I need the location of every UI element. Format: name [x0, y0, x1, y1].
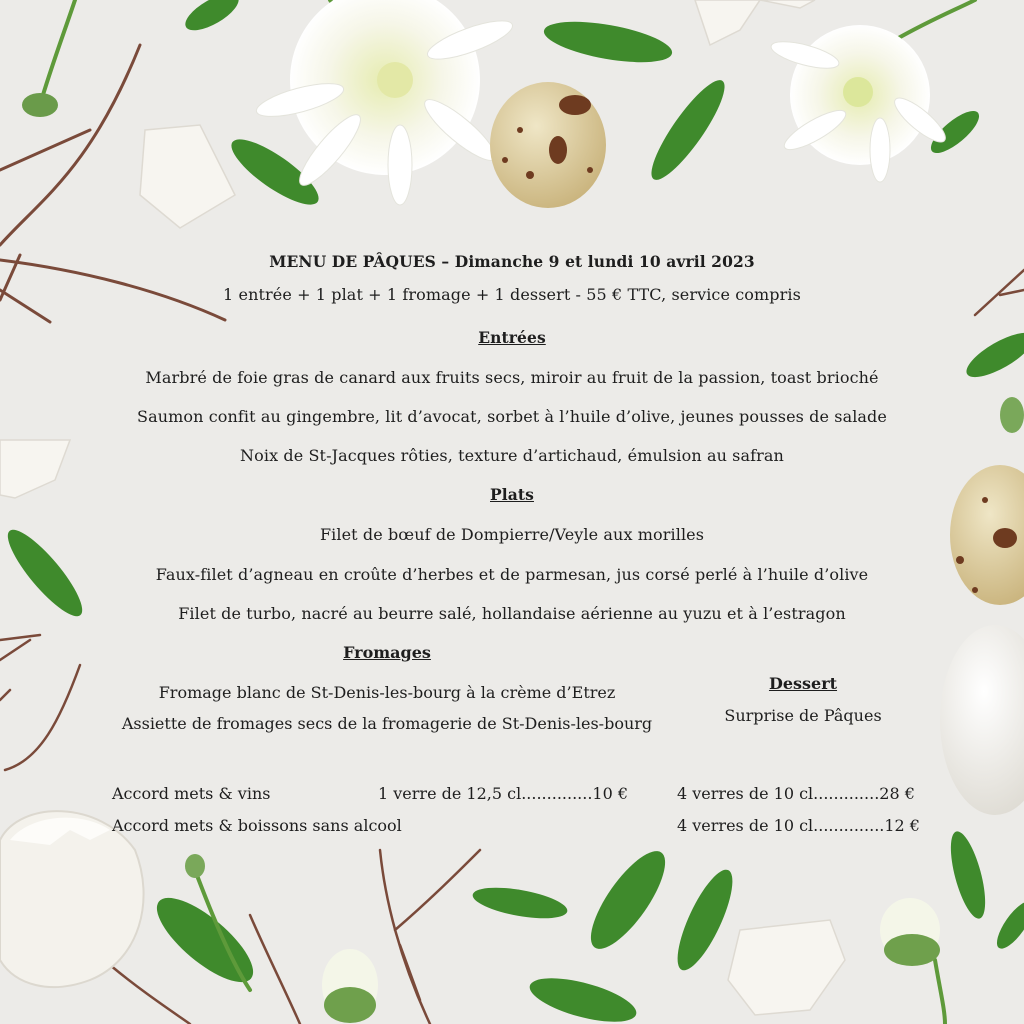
menu-item-fromage: Assiette de fromages secs de la fromagerie de St-Denis-les-bourg: [121, 714, 653, 733]
menu-title: MENU DE PÂQUES – Dimanche 9 et lundi 10 avril 2023: [269, 252, 755, 271]
section-heading-entrees: Entrées: [478, 328, 546, 347]
menu-item-entree: Noix de St-Jacques rôties, texture d’artichaud, émulsion au safran: [240, 446, 784, 465]
section-heading-plats: Plats: [490, 485, 534, 504]
menu-item-plat: Faux-filet d’agneau en croûte d’herbes et de parmesan, jus corsé perlé à l’huile d’olive: [155, 565, 869, 584]
menu-item-plat: Filet de turbo, nacré au beurre salé, hollandaise aérienne au yuzu et à l’estragon: [178, 604, 846, 623]
pairing-option-price: 4 verres de 10 cl.............28 €: [677, 784, 915, 803]
pairing-option-price: 1 verre de 12,5 cl..............10 €: [378, 784, 629, 803]
pairing-option-price: 4 verres de 10 cl..............12 €: [677, 816, 920, 835]
menu-formula-price: 1 entrée + 1 plat + 1 fromage + 1 dessert - 55 € TTC, service compris: [223, 285, 801, 304]
pairing-label: Accord mets & vins: [112, 784, 271, 803]
menu-item-fromage: Fromage blanc de St-Denis-les-bourg à la crème d’Etrez: [158, 683, 616, 702]
menu-item-entree: Saumon confit au gingembre, lit d’avocat, sorbet à l’huile d’olive, jeunes pousses de salade: [137, 407, 887, 426]
section-heading-fromages: Fromages: [343, 643, 431, 662]
menu-item-dessert: Surprise de Pâques: [724, 706, 882, 725]
pairing-label: Accord mets & boissons sans alcool: [112, 816, 402, 835]
menu-item-plat: Filet de bœuf de Dompierre/Veyle aux morilles: [319, 525, 705, 544]
section-heading-dessert: Dessert: [768, 674, 838, 693]
menu-item-entree: Marbré de foie gras de canard aux fruits secs, miroir au fruit de la passion, toast brioché: [145, 368, 879, 387]
